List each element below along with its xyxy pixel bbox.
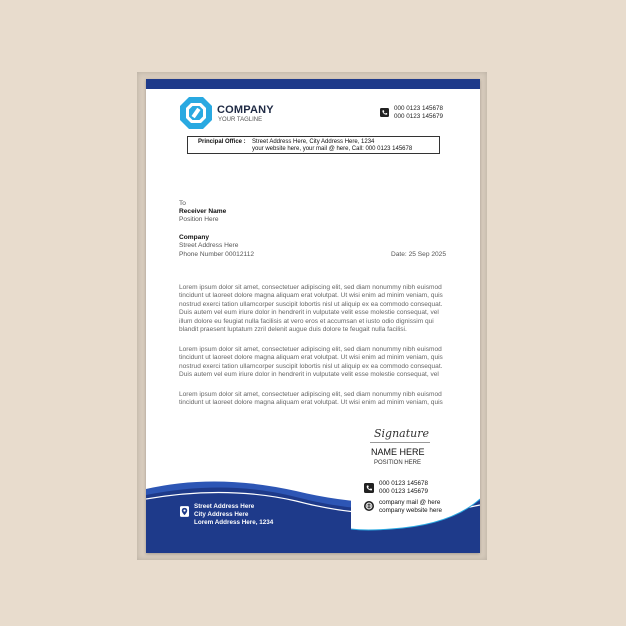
body-line: Lorem ipsum dolor sit amet, consectetuer adipiscing elit, sed diam nonummy nibh euismod [179, 346, 442, 353]
body-line: illum dolore eu feugiat nulla facilisis at vero eros et accumsan et iusto odio dignissim qui [179, 317, 434, 325]
footer-phone-icon [364, 483, 374, 493]
body-line: tincidunt ut laoreet dolore magna aliquam erat volutpat. Ut wisi enim ad minim veniam, quis [179, 399, 443, 407]
footer-phones [379, 480, 428, 496]
body-line: Duis autem vel eum iriure dolor in hendrerit in vulputate velit esse molestie consequat, vel [179, 371, 439, 379]
location-pin-icon [180, 506, 189, 517]
footer-website: company website here [379, 507, 443, 514]
body-line: nostrud exerci tation ullamcorper suscipit lobortis nisl ut aliquip ex ea commodo consequat. [179, 362, 443, 370]
receiver-company: Company [179, 234, 210, 241]
footer-phone-1: 000 0123 145678 [379, 480, 429, 487]
footer-address-line-2: City Address Here [194, 511, 249, 518]
header-phone-1: 000 0123 145678 [394, 105, 444, 112]
office-address: Street Address Here, City Address Here, 1234 [252, 139, 375, 145]
receiver-phone: Phone Number 00012112 [179, 251, 255, 258]
signer-name: NAME HERE [371, 447, 425, 457]
header-phone-2: 000 0123 145679 [394, 113, 444, 120]
body-line: Lorem ipsum dolor sit amet, consectetuer adipiscing elit, sed diam nonummy nibh euismod [179, 391, 442, 398]
header-phone-numbers [394, 105, 443, 121]
footer-address-line-1: Street Address Here [194, 503, 255, 510]
body-line: tincidunt ut laoreet dolore magna aliquam erat volutpat. Ut wisi enim ad minim veniam, quis [179, 354, 443, 362]
letterhead-page [146, 79, 480, 553]
body-paragraph-3 [179, 391, 447, 408]
company-logo-icon [179, 96, 213, 130]
company-name: COMPANY [217, 104, 274, 116]
receiver-street: Street Address Here [179, 242, 239, 249]
footer-address [194, 503, 273, 527]
globe-icon [364, 501, 374, 511]
signer-position: POSITION HERE [374, 460, 422, 466]
footer-address-line-3: Lorem Address Here, 1234 [194, 519, 274, 526]
letter-date: Date: 25 Sep 2025 [391, 251, 446, 258]
company-tagline: YOUR TAGLINE [218, 117, 263, 123]
footer-web [379, 499, 442, 515]
body-paragraph-2 [179, 346, 447, 380]
signature-script: Signature [374, 427, 430, 440]
office-label: Principal Office : [198, 139, 246, 145]
phone-icon [380, 108, 389, 117]
body-line: blandit praesent luptatum zzril delenit augue duis dolore te feugait nulla facilisi. [179, 326, 407, 334]
footer-mail: company mail @ here [379, 499, 441, 506]
signature-line [370, 442, 430, 443]
body-paragraph-1 [179, 284, 447, 334]
body-line: Lorem ipsum dolor sit amet, consectetuer adipiscing elit, sed diam nonummy nibh euismod [179, 284, 442, 291]
body-line: nostrud exerci tation ullamcorper suscipit lobortis nisl ut aliquip ex ea commodo consequat. [179, 300, 443, 308]
receiver-position: Position Here [179, 216, 219, 223]
body-line: Duis autem vel eum iriure dolor in hendrerit in vulputate velit esse molestie consequat, vel [179, 309, 439, 317]
to-label: To [179, 200, 186, 207]
footer-phone-2: 000 0123 145679 [379, 488, 429, 495]
body-line: tincidunt ut laoreet dolore magna aliquam erat volutpat. Ut wisi enim ad minim veniam, quis [179, 292, 443, 300]
principal-office-box [187, 136, 440, 154]
top-color-bar [146, 79, 480, 89]
office-contact: your website here, your mail @ here, Call: 000 0123 145678 [252, 146, 413, 152]
receiver-name: Receiver Name [179, 208, 227, 215]
